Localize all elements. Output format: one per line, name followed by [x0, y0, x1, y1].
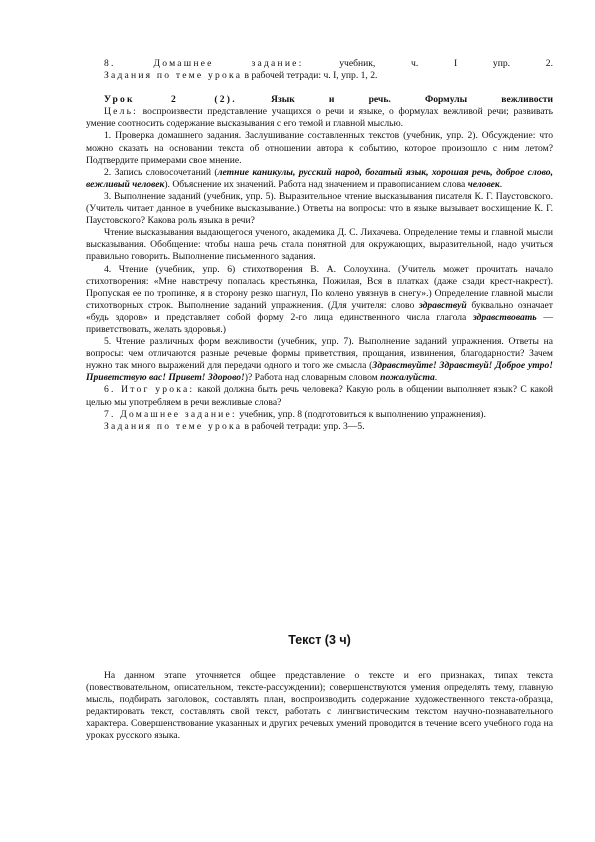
step-2-phrases: летние каникулы, русский народ, богатый язык, хорошая речь, доброе слово, вежливый человек [86, 166, 553, 190]
step-2-text: 2. Запись словосочетаний ( [104, 166, 218, 178]
lesson-topic: Язык и речь. Формулы вежливости [236, 94, 554, 106]
tasks-text: в рабочей тетради: ч. I, упр. 1, 2. [242, 70, 378, 82]
step-6-text: какой должна быть речь человека? Какую роль в общении выполняет язык? С какой целью мы употребляем в речи вежливые слова? [86, 384, 553, 408]
step-5-text-b: )? Работа над словарным словом [244, 372, 381, 384]
step-4-word-2: здравствовать [473, 311, 537, 323]
step-2-text-b: ). Объяснение их значений. Работа над значением и правописанием слова [164, 178, 468, 190]
homework-label: 8. Домашнее задание: [104, 58, 304, 69]
lesson2-workbook-tasks [86, 421, 553, 433]
step-2-word: человек [467, 178, 500, 190]
lesson2-goal [86, 106, 553, 130]
lesson2-tasks-label: Задания по теме урока [104, 420, 243, 432]
homework-text: учебник, ч. I упр. 2. [303, 58, 553, 69]
step-4-text: 4. Чтение (учебник, упр. 6) стихотворения В. А. Солоухина. (Учитель может прочитать начало стихотворения: «Мне навстречу попалась крестьянка, Пожилая, Вся в платках (даже сзади крест-накрест). Пропуская ее по тропинке, я в сторону резко шагнул, По колено увязнув в снегу».) Определение главной мысли стихотворных строк. Выполнение заданий упражнения. (Для учителя: слово [86, 263, 553, 311]
step-4 [86, 264, 553, 337]
step-5-text: 5. Чтение различных форм вежливости (учебник, упр. 7). Выполнение заданий упражнения. Ответы на вопросы: чем отличаются разные речевые формы приветствия, прощания, извинения, благодарности? Зачем нужно так много выражений для передачи одного и того же смысла ( [86, 336, 553, 372]
step-6-label: 6. Итог урока: [104, 384, 195, 396]
section-body: На данном этапе уточняется общее представление о тексте и его признаках, типах текста (повествовательном, описательном, тексте-рассуждении); совершенствуются умения определять тему, главную мысль, подбирать заголовок, составлять план, воспроизводить содержание художественного текста-образца, редактировать текст, составлять свой текст, работать с лингвистическим текстом научно-познавательного характера. Совершенствование указанных и других речевых умений проводится в течение всего учебного года на уроках русского языка. [86, 670, 553, 742]
lesson2-tasks-text: в рабочей тетради: упр. 3—5. [242, 420, 365, 432]
step-5-phrases: Здравствуйте! Здравствуй! Доброе утро! Приветствую вас! Привет! Здорово! [86, 360, 553, 384]
goal-text: воспроизвести представление учащихся о речи и языке, о формулах вежливой речи; развивать умение соотносить содержание высказывания с его темой и главной мыслью. [86, 106, 553, 130]
step-5 [86, 336, 553, 384]
lesson1-homework [86, 58, 553, 70]
lesson-number: Урок 2 (2). [104, 94, 237, 106]
step-6 [86, 384, 553, 408]
step-2 [86, 167, 553, 191]
step-5-end: . [434, 372, 438, 384]
lesson2-title [86, 94, 553, 106]
step-3-continued: Чтение высказывания выдающегося ученого, академика Д. С. Лихачева. Определение темы и главной мысли высказывания. Обобщение: чтобы наша речь стала понятной для окружающих, выразительной, надо учиться правильно говорить. Выполнение письменного задания. [86, 227, 553, 263]
step-7-label: 7. Домашнее задание: [104, 408, 237, 420]
step-3: 3. Выполнение заданий (учебник, упр. 5). Выразительное чтение высказывания писателя К. Г. Паустовского. (Учитель читает данное в учебнике высказывание.) Ответы на вопросы: что в языке вызывает восхищение К. Г. Паустовского? Какова роль языка в речи? [86, 190, 553, 227]
section-heading: Текст (3 ч) [288, 633, 351, 647]
tasks-label: Задания по теме урока [104, 70, 243, 82]
step-2-end: . [499, 178, 503, 190]
step-7-text: учебник, упр. 8 (подготовиться к выполнению упражнения). [236, 408, 486, 420]
step-5-word: пожалуйста [380, 372, 435, 384]
lesson-content [86, 58, 553, 433]
lesson1-workbook-tasks [86, 70, 553, 82]
step-1: 1. Проверка домашнего задания. Заслушивание составленных текстов (учебник, упр. 2). Обсуждение: что можно сказать на основании текста об отношении автора к событию, которое произошло с ним летом? Подтвердите примерами свое мнение. [86, 130, 553, 166]
goal-label: Цель: [104, 106, 139, 118]
step-4-text-b: буквально означает «будь здоров» и представляет собой форму 2-го лица единственного числа глагола [86, 299, 553, 323]
step-4-word-1: здравствуй [418, 299, 467, 311]
step-7 [86, 409, 553, 421]
step-4-text-c: — приветствовать, желать здоровья.) [86, 311, 553, 335]
